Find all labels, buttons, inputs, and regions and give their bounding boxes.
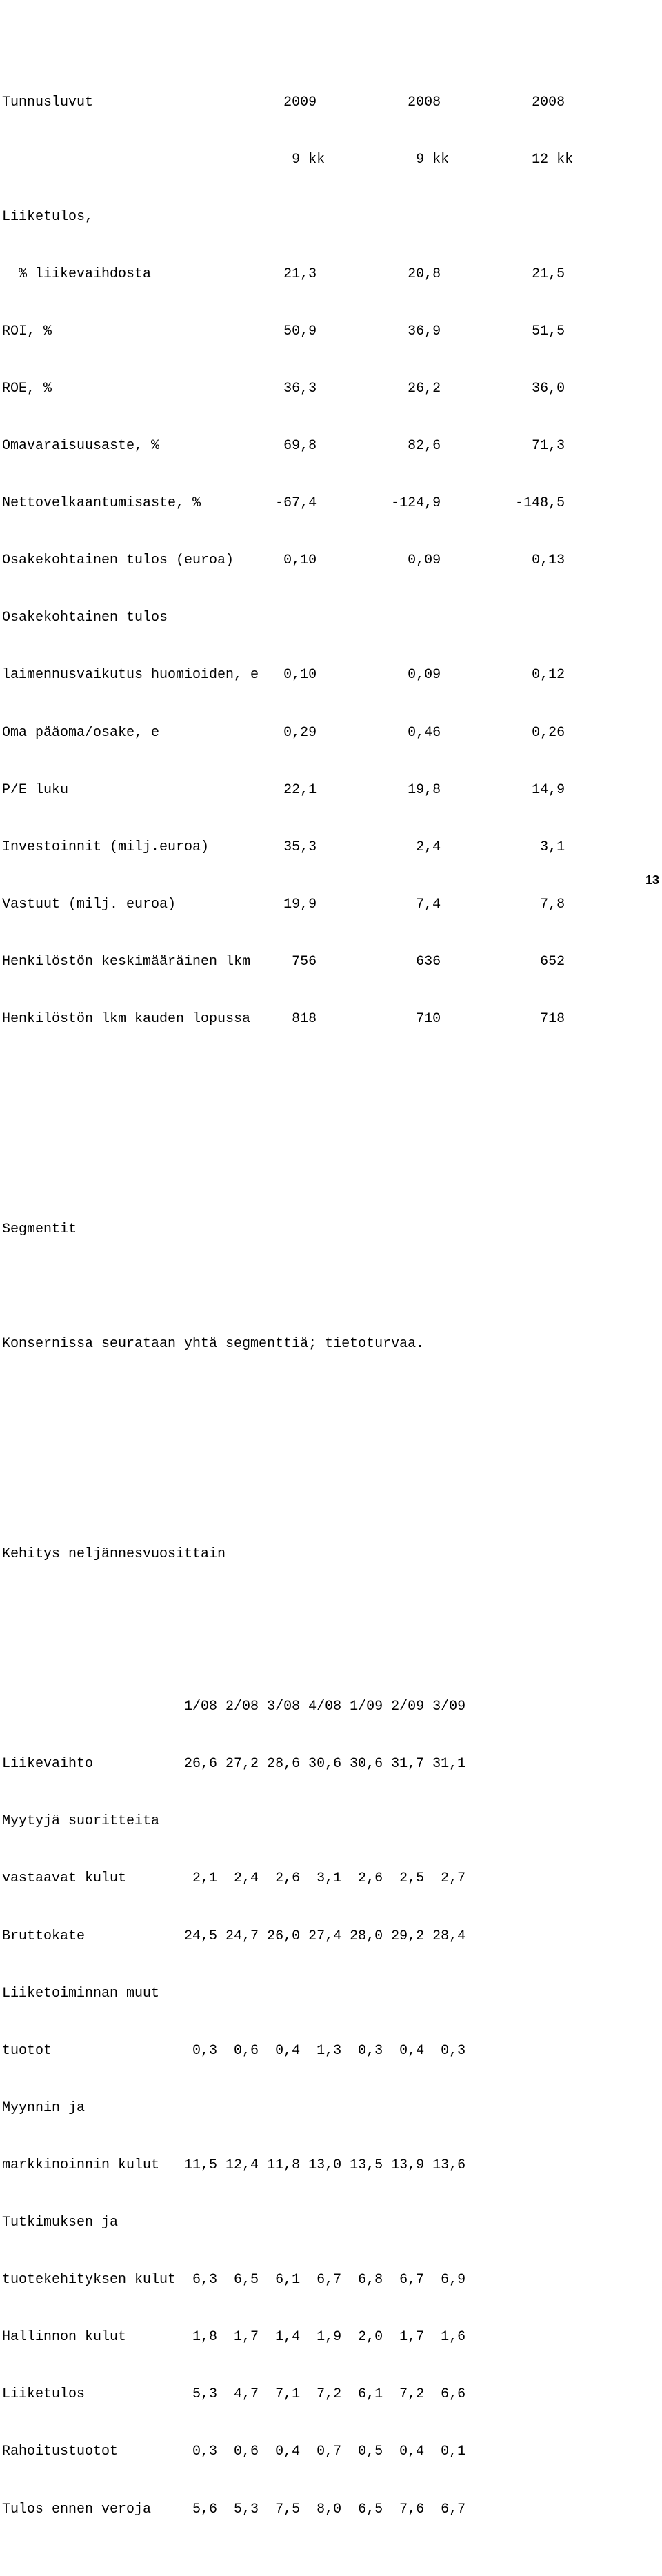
quarterly-row: Bruttokate 24,5 24,7 26,0 27,4 28,0 29,2 28,4 bbox=[2, 1928, 466, 1944]
quarterly-row: markkinoinnin kulut 11,5 12,4 11,8 13,0 13,5 13,9 13,6 bbox=[2, 2157, 466, 2173]
document-body bbox=[2, 0, 573, 2576]
quarterly-row: tuotot 0,3 0,6 0,4 1,3 0,3 0,4 0,3 bbox=[2, 2042, 466, 2059]
segments-heading: Segmentit bbox=[2, 1221, 77, 1237]
quarterly-row: tuotekehityksen kulut 6,3 6,5 6,1 6,7 6,8 6,7 6,9 bbox=[2, 2272, 466, 2288]
blank-line bbox=[2, 1449, 573, 1468]
kpi-row: Henkilöstön keskimääräinen lkm 756 636 652 bbox=[2, 953, 565, 970]
kpi-row: Investoinnit (milj.euroa) 35,3 2,4 3,1 bbox=[2, 839, 565, 855]
kpi-header-row: Tunnusluvut 2009 2008 2008 bbox=[2, 94, 565, 110]
kpi-row: ROI, % 50,9 36,9 51,5 bbox=[2, 323, 565, 339]
quarterly-row: vastaavat kulut 2,1 2,4 2,6 3,1 2,6 2,5 2,7 bbox=[2, 1870, 466, 1887]
quarterly-row: Liikevaihto 26,6 27,2 28,6 30,6 30,6 31,7 31,1 bbox=[2, 1756, 466, 1773]
kpi-row: Omavaraisuusaste, % 69,8 82,6 71,3 bbox=[2, 438, 565, 455]
kpi-row: laimennusvaikutus huomioiden, e 0,10 0,09 0,12 bbox=[2, 667, 565, 683]
quarterly-row: Tulos ennen veroja 5,6 5,3 7,5 8,0 6,5 7,6 6,7 bbox=[2, 2501, 466, 2517]
kpi-row: Osakekohtainen tulos (euroa) 0,10 0,09 0,13 bbox=[2, 552, 565, 569]
quarterly-row: Rahoitustuotot 0,3 0,6 0,4 0,7 0,5 0,4 0,1 bbox=[2, 2444, 466, 2460]
kpi-row: Oma pääoma/osake, e 0,29 0,46 0,26 bbox=[2, 724, 565, 741]
quarterly-row: Myynnin ja bbox=[2, 2099, 86, 2116]
kpi-row: % liikevaihdosta 21,3 20,8 21,5 bbox=[2, 266, 565, 282]
quarterly-heading: Kehitys neljännesvuosittain bbox=[2, 1546, 226, 1562]
blank-line bbox=[2, 1277, 573, 1297]
quarterly-table bbox=[2, 1659, 573, 2557]
quarterly-row: Liiketulos 5,3 4,7 7,1 7,2 6,1 7,2 6,6 bbox=[2, 2386, 466, 2403]
kpi-row: Henkilöstön lkm kauden lopussa 818 710 718 bbox=[2, 1011, 565, 1028]
kpi-header-period-row: 9 kk 9 kk 12 kk bbox=[2, 151, 574, 168]
quarterly-row: Hallinnon kulut 1,8 1,7 1,4 1,9 2,0 1,7 1,6 bbox=[2, 2329, 466, 2346]
kpi-row: Liiketulos, bbox=[2, 208, 94, 225]
quarterly-row: Myytyjä suoritteita bbox=[2, 1813, 160, 1830]
segments-paragraph: Konsernissa seurataan yhtä segmenttiä; tietoturvaa. bbox=[2, 1335, 425, 1352]
quarterly-row: Liiketoiminnan muut bbox=[2, 1985, 160, 2001]
page-number: 13 bbox=[645, 873, 659, 887]
kpi-row: Nettovelkaantumisaste, % -67,4 -124,9 -148,5 bbox=[2, 495, 565, 512]
blank-line bbox=[2, 1602, 573, 1621]
blank-line bbox=[2, 1392, 573, 1411]
quarterly-header-row: 1/08 2/08 3/08 4/08 1/09 2/09 3/09 bbox=[2, 1699, 466, 1715]
kpi-row: P/E luku 22,1 19,8 14,9 bbox=[2, 781, 565, 798]
kpi-row: ROE, % 36,3 26,2 36,0 bbox=[2, 380, 565, 397]
kpi-table bbox=[2, 54, 573, 1067]
blank-line bbox=[2, 1124, 573, 1144]
kpi-row: Vastuut (milj. euroa) 19,9 7,4 7,8 bbox=[2, 896, 565, 912]
kpi-row: Osakekohtainen tulos bbox=[2, 610, 168, 626]
quarterly-row: Tutkimuksen ja bbox=[2, 2215, 119, 2231]
